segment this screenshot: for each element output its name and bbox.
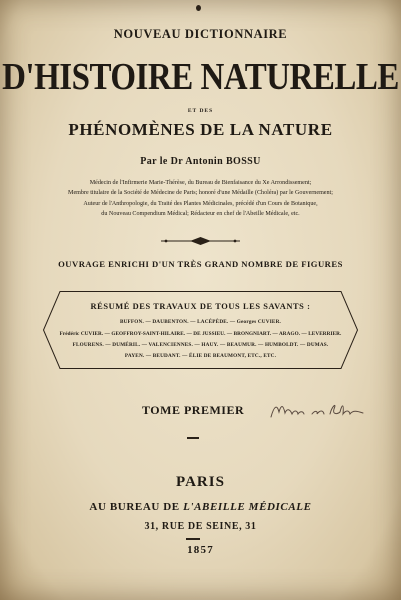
savants-row: PAYEN. — BEUDANT. — ÉLIE DE BEAUMONT, ETC., ETC. — [124, 353, 277, 359]
credit-line: Membre titulaire de la Société de Médecine de Paris; honoré d'une Médaille (Choléra) par le Gouvernement; — [68, 190, 333, 197]
savants-row: BUFFON. — DAUBENTON. — LACÉPÈDE. — Georges CUVIER. — [119, 319, 282, 325]
imprint-address: 31, RUE DE SEINE, 31 — [144, 521, 257, 532]
title-line-1: NOUVEAU DICTIONNAIRE — [113, 27, 288, 41]
short-rule — [187, 437, 199, 439]
savants-box — [42, 290, 359, 370]
credit-line: du Nouveau Compendium Médical; Rédacteur en chef de l'Abeille Médicale, etc. — [101, 211, 300, 218]
ornamental-rule-icon — [160, 236, 241, 246]
author-credits — [14, 178, 387, 220]
imprint-bureau-name: L'ABEILLE MÉDICALE — [183, 501, 312, 513]
title-connector: ET DES — [187, 108, 214, 114]
title-line-3: PHÉNOMÈNES DE LA NATURE — [68, 120, 333, 139]
imprint-year: 1857 — [187, 544, 214, 556]
handwritten-signature — [268, 398, 366, 424]
imprint-bureau-prefix: AU BUREAU DE — [89, 501, 184, 513]
savants-row: FLOURENS. — DUMÉRIL. — VALENCIENNES. — HAUY. — BEAUMUR. — HUMBOLDT. — DUMAS. — [72, 342, 329, 348]
imprint-city: PARIS — [176, 474, 225, 490]
imprint-bureau — [0, 501, 401, 513]
box-title: RÉSUMÉ DES TRAVAUX DE TOUS LES SAVANTS : — [90, 302, 311, 311]
short-rule — [186, 538, 200, 540]
volume-title: TOME PREMIER — [142, 403, 245, 417]
ink-spot — [196, 5, 201, 11]
author-line: Par le Dr Antonin BOSSU — [140, 156, 261, 167]
credit-line: Auteur de l'Anthropologie, du Traité des Plantes Médicinales, précédé d'un Cours de Botanique, — [83, 200, 318, 207]
savants-row: Frédéric CUVIER. — GEOFFROY-SAINT-HILAIRE. — DE JUSSIEU. — BRONGNIART. — ARAGO. — LEVERRIER. — [59, 331, 342, 337]
enriched-line: OUVRAGE ENRICHI D'UN TRÈS GRAND NOMBRE DE FIGURES — [58, 259, 343, 269]
title-line-2: D'HISTOIRE NATURELLE — [2, 57, 399, 99]
credit-line: Médecin de l'Infirmerie Marie-Thérèse, du Bureau de Bienfaisance du Xe Arrondissement; — [89, 180, 312, 186]
